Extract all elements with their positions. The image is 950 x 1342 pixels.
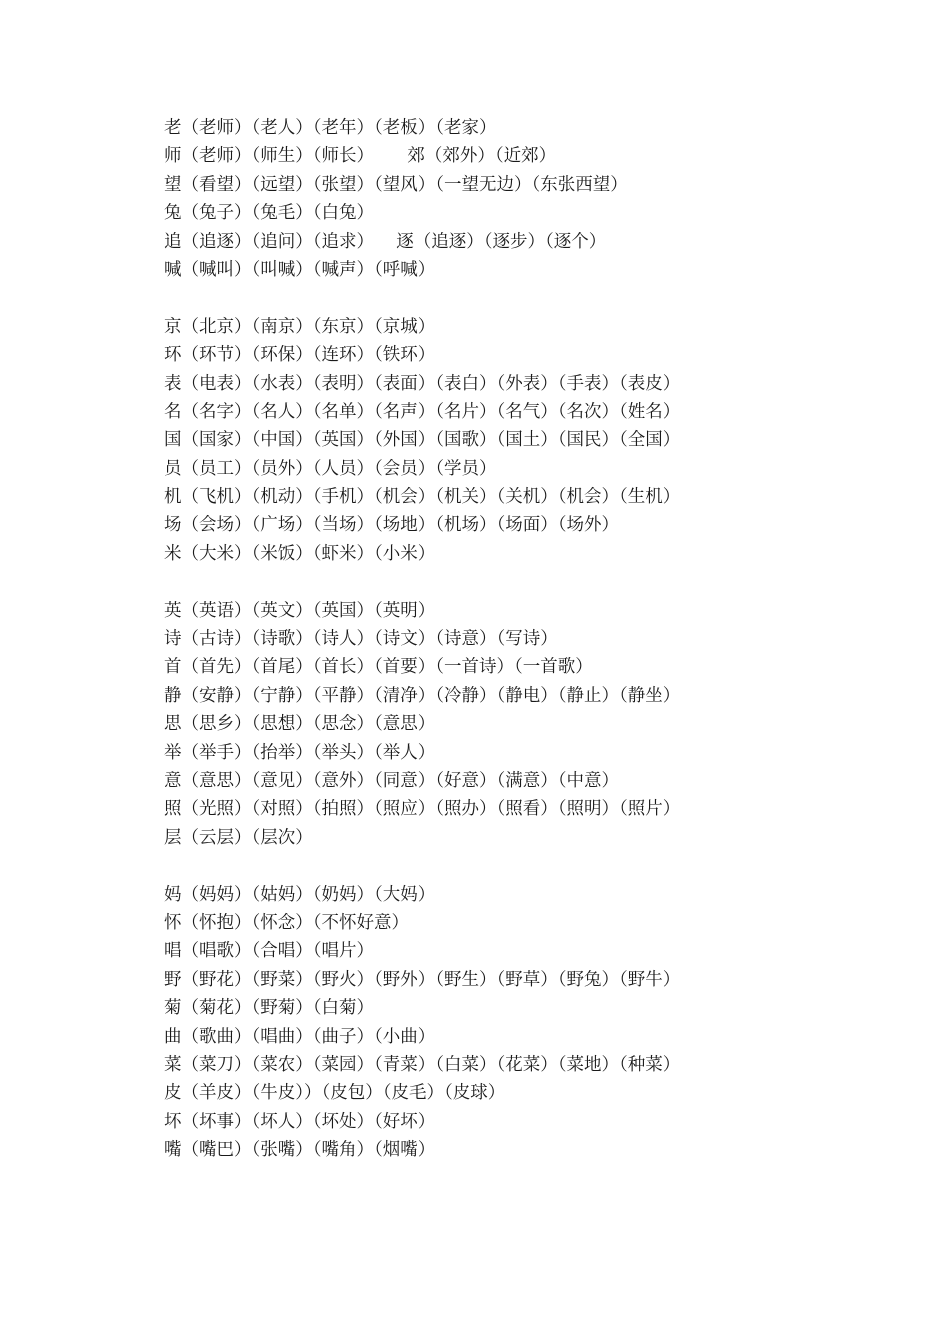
word-line: 皮（羊皮）（牛皮））（皮包）（皮毛）（皮球） [164,1083,506,1104]
word-line: 表（电表）（水表）（表明）（表面）（表白）（外表）（手表）（表皮） [164,373,681,394]
word-line: 首（首先）（首尾）（首长）（首要）（一首诗）（一首歌） [164,657,593,678]
word-line: 英（英语）（英文）（英国）（英明） [164,600,436,621]
word-line: 怀（怀抱）（怀念）（不怀好意） [164,912,409,933]
word-line: 兔（兔子）（兔毛）（白兔） [164,203,374,224]
word-line: 米（大米）（米饭）（虾米）（小米） [164,543,436,564]
word-group-2 [164,313,804,569]
word-line: 场（会场）（广场）（当场）（场地）（机场）（场面）（场外） [164,515,619,536]
word-line: 妈（妈妈）（姑妈）（奶妈）（大妈） [164,884,436,905]
word-line: 京（北京）（南京）（东京）（京城） [164,316,436,337]
word-line: 层（云层）（层次） [164,827,313,848]
word-line: 思（思乡）（思想）（思念）（意思） [164,714,436,735]
word-line: 喊（喊叫）（叫喊）（喊声）（呼喊） [164,259,436,280]
word-line: 唱（唱歌）（合唱）（唱片） [164,941,374,962]
word-line: 师（老师）（师生）（师长） 郊（郊外）（近郊） [164,146,557,167]
word-line: 野（野花）（野菜）（野火）（野外）（野生）（野草）（野兔）（野牛） [164,969,681,990]
word-line: 机（飞机）（机动）（手机）（机会）（机关）（关机）（机会）（生机） [164,487,681,508]
word-line: 曲（歌曲）（唱曲）（曲子）（小曲） [164,1026,436,1047]
word-line: 照（光照）（对照）（拍照）（照应）（照办）（照看）（照明）（照片） [164,799,681,820]
word-group-1 [164,114,804,284]
word-line: 诗（古诗）（诗歌）（诗人）（诗文）（诗意）（写诗） [164,629,558,650]
word-group-3 [164,597,804,853]
word-line: 环（环节）（环保）（连环）（铁环） [164,345,436,366]
group-spacer [164,284,804,312]
word-line: 追（追逐）（追问）（追求） 逐（追逐）（逐步）（逐个） [164,231,607,252]
word-list [164,114,804,1164]
word-line: 举（举手）（抬举）（举头）（举人） [164,742,436,763]
word-line: 国（国家）（中国）（英国）（外国）（国歌）（国土）（国民）（全国） [164,430,681,451]
word-line: 名（名字）（名人）（名单）（名声）（名片）（名气）（名次）（姓名） [164,401,681,422]
word-line: 老（老师）（老人）（老年）（老板）（老家） [164,118,497,138]
group-spacer [164,568,804,596]
word-line: 员（员工）（员外）（人员）（会员）（学员） [164,458,497,479]
group-spacer [164,852,804,880]
word-line: 菊（菊花）（野菊）（白菊） [164,998,374,1019]
word-line: 静（安静）（宁静）（平静）（清净）（冷静）（静电）（静止）（静坐） [164,685,681,706]
word-line: 望（看望）（远望）（张望）（望风）（一望无边）（东张西望） [164,174,628,195]
word-line: 坏（坏事）（坏人）（坏处）（好坏） [164,1111,436,1132]
word-group-4 [164,881,804,1165]
word-line: 意（意思）（意见）（意外）（同意）（好意）（满意）（中意） [164,770,619,791]
word-line: 嘴（嘴巴）（张嘴）（嘴角）（烟嘴） [164,1140,436,1161]
word-line: 菜（菜刀）（菜农）（菜园）（青菜）（白菜）（花菜）（菜地）（种菜） [164,1054,681,1075]
